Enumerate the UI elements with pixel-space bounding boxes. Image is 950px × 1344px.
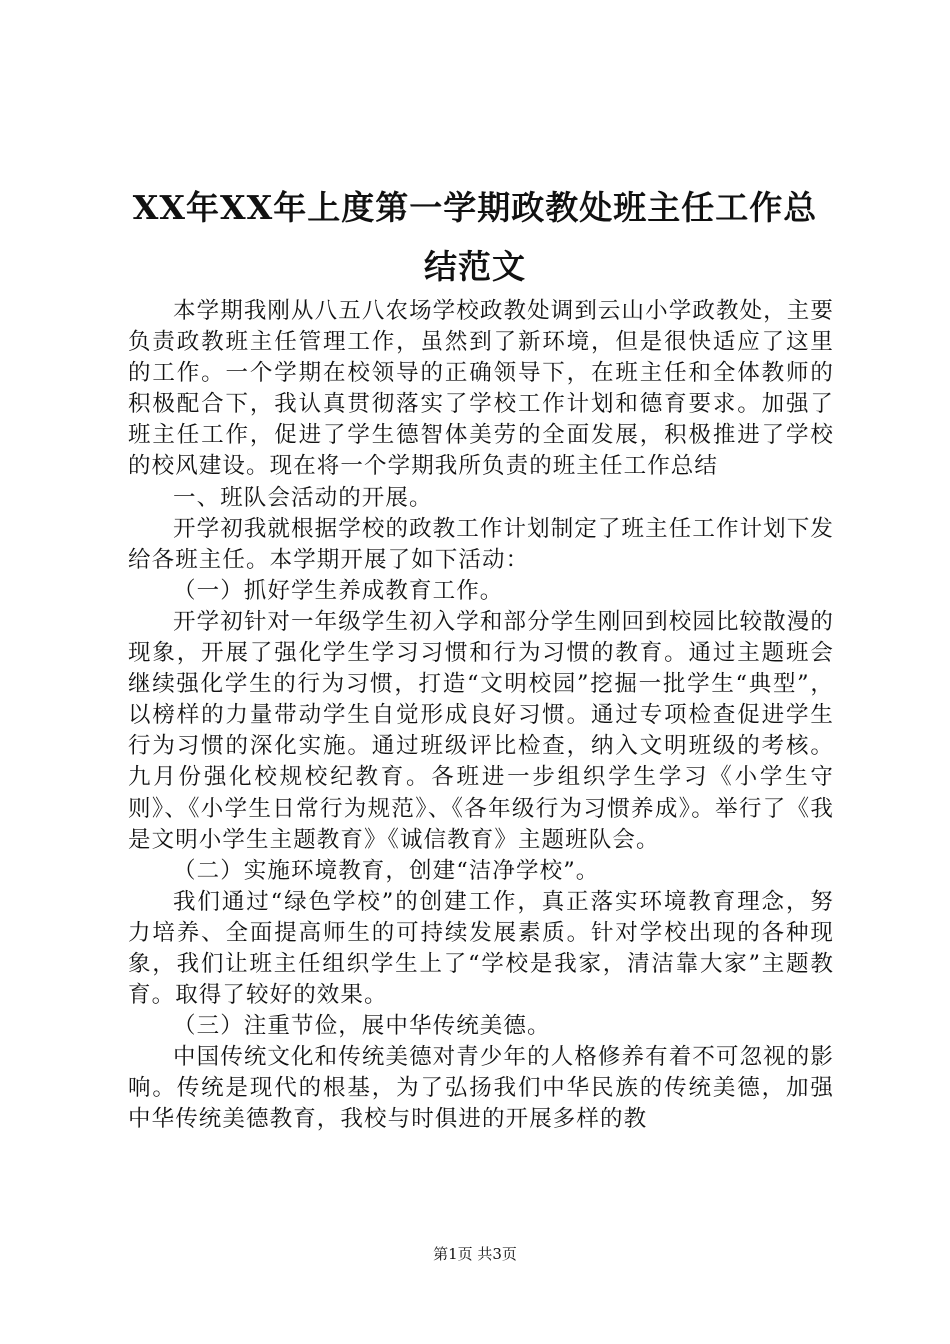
title-line-1: XX年XX年上度第一学期政教处班主任工作总: [132, 188, 818, 227]
section-heading-1: 一、班队会活动的开展。: [173, 484, 433, 511]
document-body: [128, 296, 834, 1136]
paragraph-habits: 开学初针对一年级学生初入学和部分学生刚回到校园比较散漫的现象，开展了强化学生学习习惯和行为习惯的教育。通过主题班会继续强化学生的行为习惯，打造“文明校园”挖掘一批学生“典型”，以榜样的力量带动学生自觉形成良好习惯。通过专项检查促进学生行为习惯的深化实施。通过班级评比检查，纳入文明班级的考核。九月份强化校规校纪教育。各班进一步组织学生学习《小学生守则》、《小学生日常行为规范》、《各年级行为习惯养成》。举行了《我是文明小学生主题教育》《诚信教育》主题班队会。: [128, 608, 834, 853]
paragraph-environment: 我们通过“绿色学校”的创建工作，真正落实环境教育理念，努力培养、全面提高师生的可持续发展素质。针对学校出现的各种现象，我们让班主任组织学生上了“学校是我家，清洁靠大家”主题教育。取得了较好的效果。: [128, 888, 834, 1009]
paragraph-intro: 本学期我刚从八五八农场学校政教处调到云山小学政教处，主要负责政教班主任管理工作，虽然到了新环境，但是很快适应了这里的工作。一个学期在校领导的正确领导下，在班主任和全体教师的积极配合下，我认真贯彻落实了学校工作计划和德育要求。加强了班主任工作，促进了学生德智体美劳的全面发展，积极推进了学校的校风建设。现在将一个学期我所负责的班主任工作总结: [128, 298, 834, 480]
subheading-2: （二）实施环境教育，创建“洁净学校”。: [173, 857, 600, 884]
page-footer: 第1页 共3页: [433, 1245, 517, 1263]
paragraph-tradition: 中国传统文化和传统美德对青少年的人格修养有着不可忽视的影响。传统是现代的根基，为了弘扬我们中华民族的传统美德，加强中华传统美德教育，我校与时俱进的开展多样的教: [128, 1044, 834, 1133]
subheading-3: （三）注重节俭，展中华传统美德。: [173, 1013, 551, 1040]
paragraph-plan: 开学初我就根据学校的政教工作计划制定了班主任工作计划下发给各班主任。本学期开展了如下活动：: [128, 515, 834, 573]
subheading-1: （一）抓好学生养成教育工作。: [173, 577, 504, 604]
document-title: [120, 178, 830, 296]
title-line-2: 结范文: [424, 247, 526, 286]
